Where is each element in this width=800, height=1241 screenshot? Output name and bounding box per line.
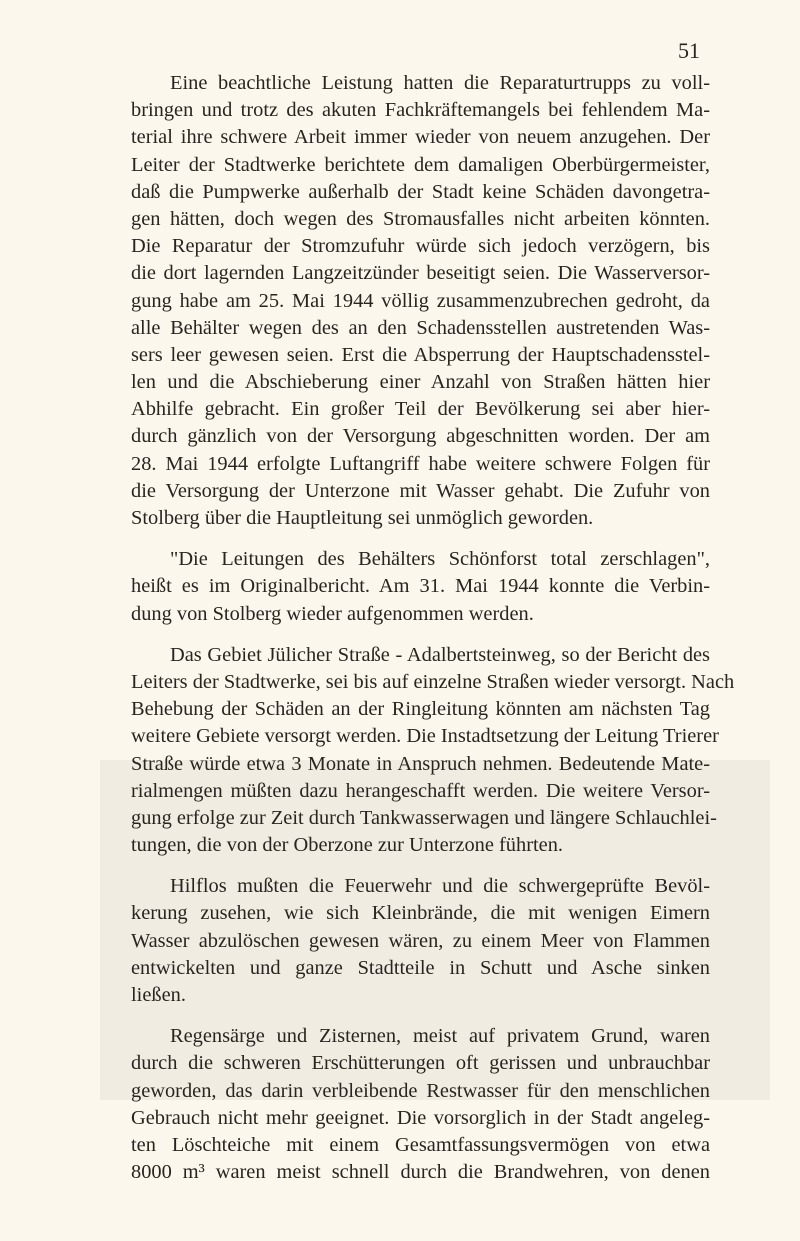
text-line: daß die Pumpwerke außerhalb der Stadt keine Schäden davongetra- <box>131 180 710 203</box>
paragraph-gap <box>131 1009 710 1023</box>
text-line: sers leer gewesen seien. Erst die Absperrung der Hauptschadensstel- <box>131 343 710 366</box>
text-line: gen hätten, doch wegen des Stromausfalles nicht arbeiten könnten. <box>131 207 710 230</box>
text-line: Straße würde etwa 3 Monate in Anspruch nehmen. Bedeutende Mate- <box>131 752 710 775</box>
text-line: rialmengen müßten dazu herangeschafft werden. Die weitere Versor- <box>131 779 710 802</box>
text-line: durch die schweren Erschütterungen oft gerissen und unbrauchbar <box>131 1052 710 1075</box>
text-line: Behebung der Schäden an der Ringleitung könnten am nächsten Tag <box>131 698 710 721</box>
text-line: Leiter der Stadtwerke berichtete dem damaligen Oberbürgermeister, <box>131 153 710 176</box>
text-line: entwickelten und ganze Stadtteile in Schutt und Asche sinken <box>131 956 710 979</box>
text-line: heißt es im Originalbericht. Am 31. Mai 1944 konnte die Verbin- <box>131 575 710 598</box>
text-line: die dort lagernden Langzeitzünder beseitigt seien. Die Wasserversor- <box>131 262 710 285</box>
text-line: Eine beachtliche Leistung hatten die Reparaturtrupps zu voll- <box>170 72 710 94</box>
text-line: Regensärge und Zisternen, meist auf privatem Grund, waren <box>170 1025 710 1048</box>
text-line: ten Löschteiche mit einem Gesamtfassungsvermögen von etwa <box>131 1133 710 1156</box>
paragraph-gap <box>131 532 710 546</box>
text-line: len und die Abschieberung einer Anzahl von Straßen hätten hier <box>131 371 710 394</box>
text-line: gung erfolge zur Zeit durch Tankwasserwagen und längere Schlauchlei- <box>131 806 717 829</box>
text-line: geworden, das darin verbleibende Restwasser für den menschlichen <box>131 1079 710 1102</box>
text-line: gung habe am 25. Mai 1944 völlig zusammenzubrechen gedroht, da <box>131 289 710 312</box>
text-line: 8000 m³ waren meist schnell durch die Brandwehren, von denen <box>131 1161 710 1184</box>
text-line: Stolberg über die Hauptleitung sei unmöglich geworden. <box>131 507 594 529</box>
text-line: kerung zusehen, wie sich Kleinbrände, die mit wenigen Eimern <box>131 902 710 925</box>
text-line: Die Reparatur der Stromzufuhr würde sich jedoch verzögern, bis <box>131 235 710 258</box>
text-line: tungen, die von der Oberzone zur Unterzone führten. <box>131 834 563 857</box>
paragraph-gap <box>131 628 710 642</box>
body-text <box>131 70 735 1186</box>
page-number: 51 <box>678 38 700 63</box>
text-line: Das Gebiet Jülicher Straße - Adalbertsteinweg, so der Bericht des <box>170 643 710 666</box>
text-line: Leiters der Stadtwerke, sei bis auf einzelne Straßen wieder versorgt. Nach <box>131 670 735 693</box>
text-line: "Die Leitungen des Behälters Schönforst total zerschlagen", <box>170 548 710 571</box>
text-line: alle Behälter wegen des an den Schadensstellen austretenden Was- <box>131 316 710 339</box>
text-line: Wasser abzulöschen gewesen wären, zu einem Meer von Flammen <box>131 929 710 952</box>
text-line: ließen. <box>131 984 186 1006</box>
text-line: Abhilfe gebracht. Ein großer Teil der Bevölkerung sei aber hier- <box>131 398 710 421</box>
text-line: bringen und trotz des akuten Fachkräftemangels bei fehlendem Ma- <box>131 99 710 122</box>
text-line: dung von Stolberg wieder aufgenommen werden. <box>131 602 534 625</box>
text-line: die Versorgung der Unterzone mit Wasser gehabt. Die Zufuhr von <box>131 479 710 502</box>
text-line: Hilflos mußten die Feuerwehr und die schwergeprüfte Bevöl- <box>170 875 710 898</box>
text-line: terial ihre schwere Arbeit immer wieder von neuem anzugehen. Der <box>131 126 710 149</box>
text-line: 28. Mai 1944 erfolgte Luftangriff habe weitere schwere Folgen für <box>131 452 710 475</box>
paragraph-gap <box>131 859 710 873</box>
text-line: durch gänzlich von der Versorgung abgeschnitten worden. Der am <box>131 425 710 448</box>
text-line: Gebrauch nicht mehr geeignet. Die vorsorglich in der Stadt angeleg- <box>131 1106 710 1129</box>
text-line: weitere Gebiete versorgt werden. Die Instadtsetzung der Leitung Trierer <box>131 725 719 748</box>
